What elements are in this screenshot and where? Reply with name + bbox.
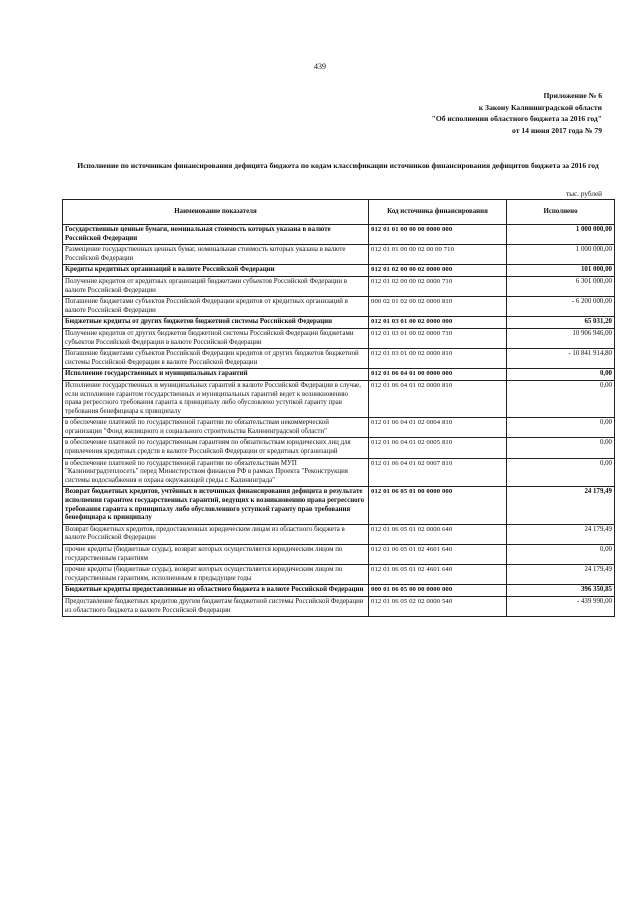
table-body [63,225,615,617]
row-amount-cell: 0,00 [507,418,615,438]
row-code-cell: 000 02 01 02 00 02 0000 810 [369,297,507,317]
row-code-cell: 012 01 06 05 01 02 0000 640 [369,524,507,544]
appendix-line-2: к Закону Калининградской области [478,102,602,112]
row-code-cell: 012 01 06 04 01 02 0004 810 [369,418,507,438]
row-amount-cell: - 10 841 914,80 [507,349,615,369]
sources-table [62,199,615,617]
row-amount-cell: - 439 990,00 [507,596,615,616]
row-code-cell: 012 01 06 05 01 00 0000 000 [369,487,507,524]
row-code-cell: 012 01 06 04 01 02 0005 810 [369,438,507,458]
row-name-cell: в обеспечение платежей по государственной гарантии по обязательствам МУП "Калининградтеплосеть" перед Министерством финансов РФ в рамках Проекта "Реконструкция системы водоснабжения и охрана окружающей среды г. Калининграда" [63,458,369,487]
table-row [63,565,615,585]
table-row [63,418,615,438]
row-name-cell: Возврат бюджетных кредитов, предоставленных юридическим лицам из областного бюджета в валюте Российской Федерации [63,524,369,544]
table-row [63,458,615,487]
table-row [63,349,615,369]
header-name: Наименование показателя [63,200,369,225]
row-name-cell: Получение кредитов от других бюджетов бюджетной системы Российской Федерации бюджетами субъектов Российской Федерации в валюте Российской Федерации [63,328,369,348]
row-amount-cell: 0,00 [507,380,615,417]
table-row [63,328,615,348]
row-name-cell: Погашение бюджетами субъектов Российской Федерации кредитов от кредитных организаций в валюте Российской Федерации [63,297,369,317]
table-row [63,297,615,317]
header-code: Код источника финансирования [369,200,507,225]
table-row [63,585,615,597]
row-amount-cell: 0,00 [507,369,615,381]
header-amount: Исполнено [507,200,615,225]
row-code-cell: 000 01 06 05 00 00 0000 000 [369,585,507,597]
table-row [63,276,615,296]
row-code-cell: 012 01 06 04 01 02 0007 810 [369,458,507,487]
row-code-cell: 012 01 06 04 01 02 0000 810 [369,380,507,417]
row-code-cell: 012 01 06 05 01 02 4601 640 [369,545,507,565]
table-row [63,369,615,381]
row-amount-cell: 1 000 000,00 [507,245,615,265]
row-amount-cell: 0,00 [507,458,615,487]
row-name-cell: Возврат бюджетных кредитов, учтённых в источниках финансирования дефицита в результате исполнения гарантом государственных гарантий, ведущих к возникновению права регрессного требования гаранта к принципалу либо обусловленного уступкой гаранту прав требования бенефициара к принципалу [63,487,369,524]
row-code-cell: 012 01 06 04 01 00 0000 000 [369,369,507,381]
appendix-line-3: "Об исполнении областного бюджета за 2016 год" [431,114,602,123]
row-name-cell: Исполнение государственных и муниципальных гарантий [63,369,369,381]
row-name-cell: Предоставление бюджетных кредитов другим бюджетам бюджетной системы Российской Федерации из областного бюджета в валюте Российской Федерации [63,596,369,616]
row-amount-cell: 24 179,49 [507,565,615,585]
row-amount-cell: 101 000,00 [507,265,615,277]
row-name-cell: в обеспечение платежей по государственной гарантии по обязательствам некоммерческой организации "Фонд жилищного и социального строительства Калининградской области" [63,418,369,438]
row-amount-cell: 396 350,85 [507,585,615,597]
table-header-row [63,200,615,225]
row-name-cell: в обеспечение платежей по государственным гарантиям по обязательствам юридических лиц для привлечения кредитных средств в валюте Российской Федерации от кредитных организаций [63,438,369,458]
row-amount-cell: 0,00 [507,545,615,565]
table-row [63,225,615,245]
row-code-cell: 012 01 02 00 00 02 0000 710 [369,276,507,296]
table-row [63,317,615,329]
document-title: Исполнение по источникам финансирования дефицита бюджета по кодам классификации источников финансирования дефицитов бюджета за 2016 год [77,161,599,170]
row-name-cell: Исполнение государственных и муниципальных гарантий в валюте Российской Федерации в случае, если исполнение гарантом государственных и муниципальных гарантий ведет к возникновению права регрессного требования гаранта к принципалу либо обусловлено уступкой гаранту прав требования бенефициара к принципалу [63,380,369,417]
row-name-cell: прочие кредиты (бюджетные ссуды), возврат которых осуществляется юридическим лицом по государственным гарантиям [63,545,369,565]
row-code-cell: 012 01 06 05 02 02 0000 540 [369,596,507,616]
row-name-cell: Получение кредитов от кредитных организаций бюджетами субъектов Российской Федерации в валюте Российской Федерации [63,276,369,296]
row-code-cell: 012 01 01 00 00 00 0000 000 [369,225,507,245]
row-code-cell: 012 01 03 01 00 02 0000 810 [369,349,507,369]
row-name-cell: прочие кредиты (бюджетные ссуды), возврат которых осуществляется юридическим лицом по государственным гарантиям, исполненным в предыдущие годы [63,565,369,585]
page-number: 439 [314,62,326,71]
appendix-line-1: Приложение № 6 [543,91,602,100]
appendix-block [432,90,602,136]
row-amount-cell: - 6 200 000,00 [507,297,615,317]
row-code-cell: 012 01 03 01 00 02 0000 000 [369,317,507,329]
row-code-cell: 012 01 02 00 00 02 0000 000 [369,265,507,277]
row-name-cell: Бюджетные кредиты предоставленные из областного бюджета в валюте Российской Федерации [63,585,369,597]
row-name-cell: Государственные ценные бумаги, номинальная стоимость которых указана в валюте Российской Федерации [63,225,369,245]
row-amount-cell: 1 000 000,00 [507,225,615,245]
table-row [63,524,615,544]
row-amount-cell: 24 179,49 [507,487,615,524]
appendix-line-4: от 14 июня 2017 года № 79 [512,125,602,135]
row-name-cell: Кредиты кредитных организаций в валюте Российской Федерации [63,265,369,277]
table-row [63,380,615,417]
row-amount-cell: 10 906 946,00 [507,328,615,348]
row-name-cell: Погашение бюджетами субъектов Российской Федерации кредитов от других бюджетов бюджетной системы Российской Федерации в валюте Российской Федерации [63,349,369,369]
units-label: тыс. рублей [566,190,602,198]
row-amount-cell: 6 301 000,00 [507,276,615,296]
row-code-cell: 012 01 03 01 00 02 0000 710 [369,328,507,348]
row-name-cell: Бюджетные кредиты от других бюджетов бюджетной системы Российской Федерации [63,317,369,329]
table-row [63,245,615,265]
table-row [63,438,615,458]
row-amount-cell: 65 031,20 [507,317,615,329]
row-name-cell: Размещение государственных ценных бумаг, номинальная стоимость которых указана в валюте Российской Федерации [63,245,369,265]
table-row [63,487,615,524]
table-row [63,596,615,616]
row-amount-cell: 24 179,49 [507,524,615,544]
row-code-cell: 012 01 01 00 00 02 00 00 710 [369,245,507,265]
row-code-cell: 012 01 06 05 01 02 4601 640 [369,565,507,585]
table-row [63,265,615,277]
table-row [63,545,615,565]
row-amount-cell: 0,00 [507,438,615,458]
